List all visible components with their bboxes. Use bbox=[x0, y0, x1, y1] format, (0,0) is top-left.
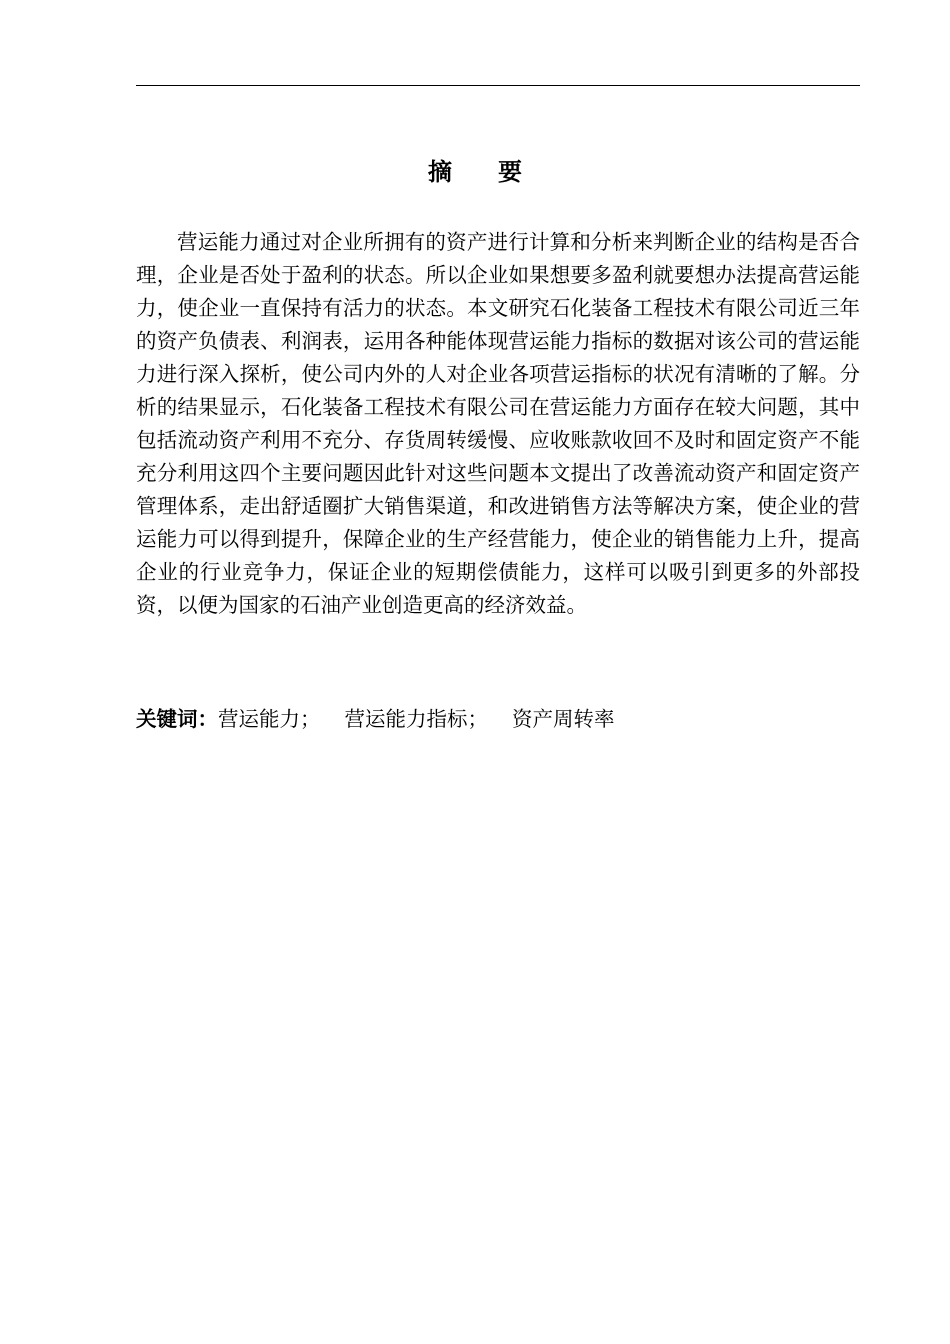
keyword-item: 营运能力； bbox=[218, 707, 321, 731]
keywords-label: 关键词： bbox=[136, 707, 218, 731]
title-char-1: 摘 bbox=[428, 158, 452, 186]
title-char-2: 要 bbox=[498, 158, 522, 186]
header-rule bbox=[136, 85, 860, 86]
keyword-item: 营运能力指标； bbox=[344, 707, 488, 731]
keywords-line bbox=[136, 703, 860, 735]
abstract-body: 营运能力通过对企业所拥有的资产进行计算和分析来判断企业的结构是否合理，企业是否处于盈利的状态。所以企业如果想要多盈利就要想办法提高营运能力，使企业一直保持有活力的状态。本文研究石化装备工程技术有限公司近三年的资产负债表、利润表，运用各种能体现营运能力指标的数据对该公司的营运能力进行深入探析，使公司内外的人对企业各项营运指标的状况有清晰的了解。分析的结果显示，石化装备工程技术有限公司在营运能力方面存在较大问题，其中包括流动资产利用不充分、存货周转缓慢、应收账款收回不及时和固定资产不能充分利用这四个主要问题因此针对这些问题本文提出了改善流动资产和固定资产管理体系，走出舒适圈扩大销售渠道，和改进销售方法等解决方案，使企业的营运能力可以得到提升，保障企业的生产经营能力，使企业的销售能力上升，提高企业的行业竞争力，保证企业的短期偿债能力，这样可以吸引到更多的外部投资，以便为国家的石油产业创造更高的经济效益。 bbox=[136, 230, 860, 617]
keyword-item: 资产周转率 bbox=[512, 707, 615, 731]
page-title bbox=[0, 155, 950, 189]
